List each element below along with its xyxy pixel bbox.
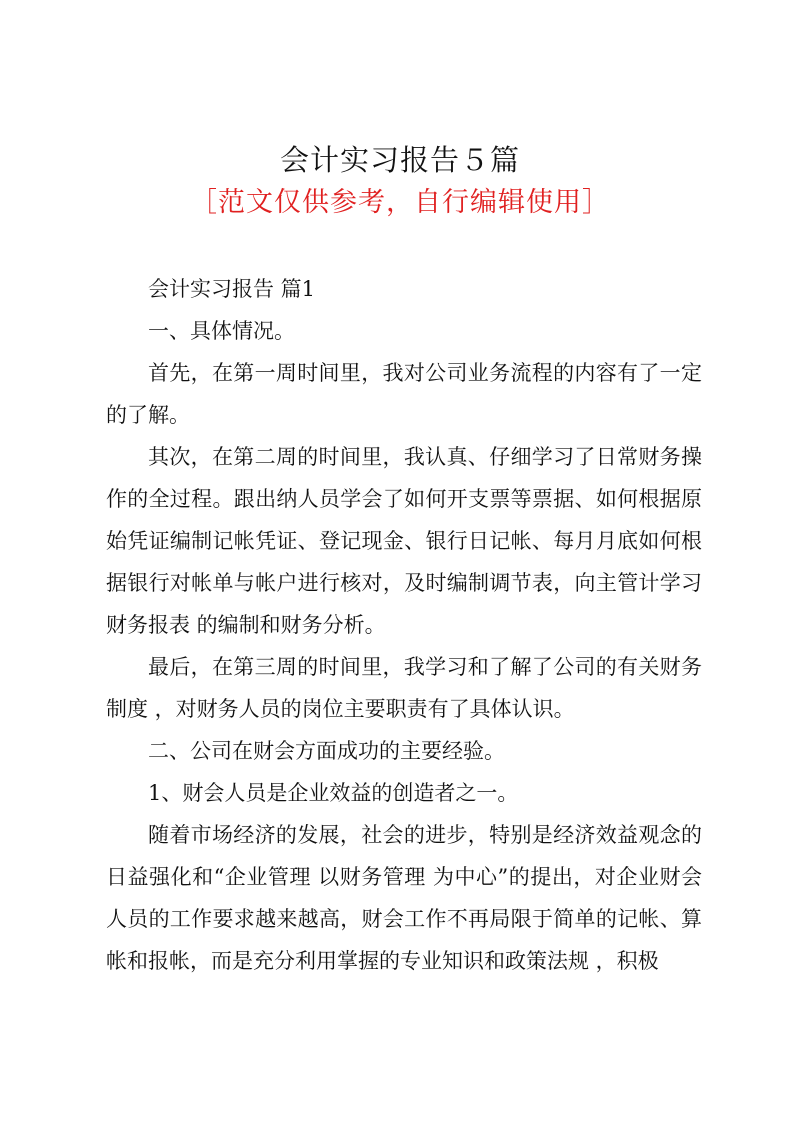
document-body [106, 268, 702, 982]
paragraph: 二、公司在财会方面成功的主要经验。 [148, 739, 505, 763]
paragraph: 最后，在第三周的时间里，我学习和了解了公司的有关财务制度 ，对财务人员的岗位主要职责有了具体认识。 [106, 655, 702, 721]
document-title: 会计实习报告５篇 [279, 143, 520, 177]
section-heading: 会计实习报告 篇1 [148, 277, 316, 301]
paragraph: 随着市场经济的发展，社会的进步，特别是经济效益观念的日益强化和“企业管理 以财务管理 为中心”的提出，对企业财会人员的工作要求越来越高，财会工作不再局限于简单的记帐、算帐和报帐，而是充分利用掌握的专业知识和政策法规 ，积极 [106, 823, 702, 973]
paragraph: 1、财会人员是企业效益的创造者之一。 [148, 781, 519, 805]
paragraph: 一、具体情况。 [148, 319, 295, 343]
paragraph: 其次，在第二周的时间里，我认真、仔细学习了日常财务操作的全过程。跟出纳人员学会了如何开支票等票据、如何根据原始凭证编制记帐凭证、登记现金、银行日记帐、每月月底如何根据银行对帐单与帐户进行核对，及时编制调节表，向主管计学习财务报表 的编制和财务分析。 [106, 445, 702, 637]
paragraph: 首先，在第一周时间里，我对公司业务流程的内容有了一定的了解。 [106, 361, 702, 427]
document-subtitle: ［范文仅供参考，自行编辑使用］ [190, 187, 610, 218]
